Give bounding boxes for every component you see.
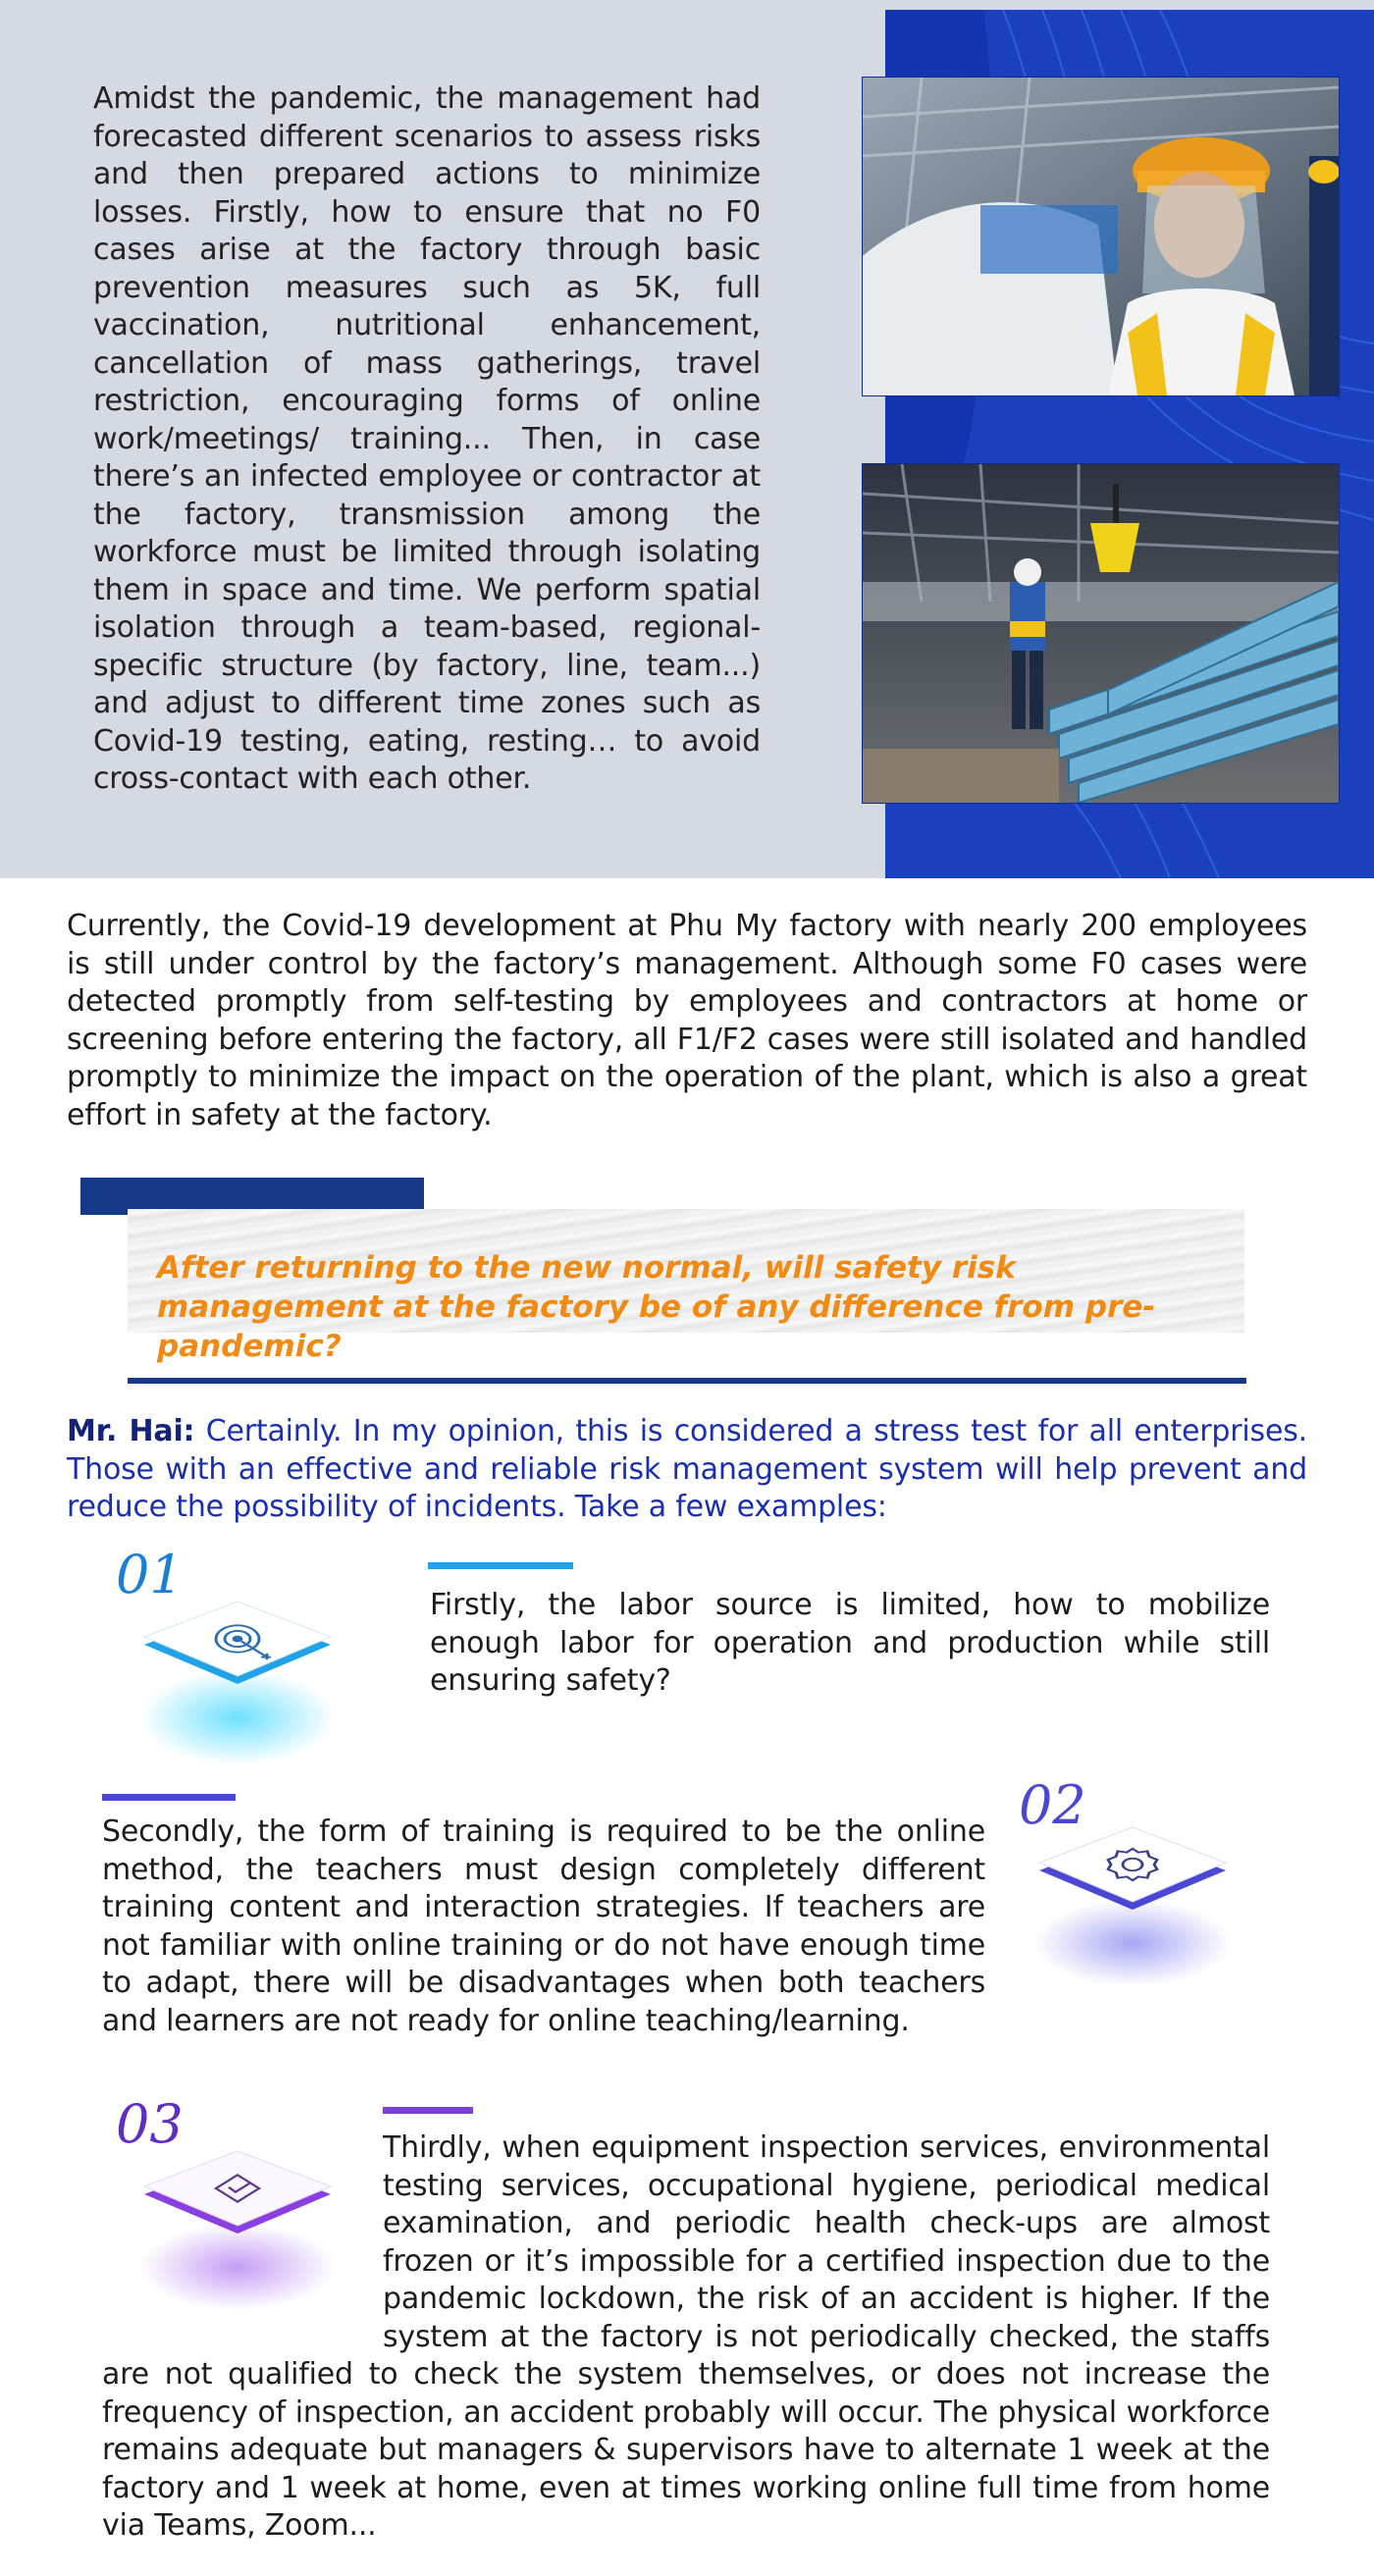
answer-paragraph xyxy=(67,1413,1307,1527)
question-text: After returning to the new normal, will safety risk management at the factory be of any difference from pre-pandemic? xyxy=(157,1250,1156,1364)
item-accent-bar-02 xyxy=(102,1794,236,1801)
factory-image xyxy=(863,464,1339,803)
speaker-label: Mr. Hai: xyxy=(67,1414,195,1448)
item-number-02: 02 xyxy=(1019,1774,1086,1836)
status-paragraph: Currently, the Covid-19 development at Phu My factory with nearly 200 employees is still under control by the factory’s management. Although some F0 cases were detected promptly from self-testing by employees and contractors at home or screening before entering the factory, all F1/F2 cases were still isolated and handled promptly to minimize the impact on the operation of the plant, which is also a great effort in safety at the factory. xyxy=(67,909,1307,1132)
item-number-01: 01 xyxy=(116,1544,184,1605)
target-icon xyxy=(130,1570,345,1766)
question-underline xyxy=(128,1378,1246,1384)
worker-image xyxy=(863,78,1339,395)
gear-icon xyxy=(1025,1796,1241,1992)
item-accent-bar-01 xyxy=(428,1562,573,1569)
worker-photo xyxy=(862,77,1340,396)
icon-float-spacer xyxy=(102,2129,383,2338)
item-text-03-body: Thirdly, when equipment inspection services, environmental testing services, occupational hygiene, periodical medical examination, and periodic health check-ups are almost frozen or it’s impossible for a certified inspection due to the pandemic lockdown, the risk of an accident is higher. If the system at the factory is not periodically checked, the staffs are not qualified to check the system themselves, or does not increase the frequency of inspection, an accident probably will occur. The physical workforce remains adequate but managers & supervisors have to alternate 1 week at the factory and 1 week at home, even at times working online full time from home via Teams, Zoom... xyxy=(102,2130,1270,2543)
item-number-03: 03 xyxy=(116,2093,184,2155)
item-text-03 xyxy=(102,2129,1270,2546)
target-icon-tile xyxy=(130,1570,345,1766)
gear-icon-tile xyxy=(1025,1796,1241,1992)
item-accent-bar-03 xyxy=(383,2107,473,2114)
answer-body: Certainly. In my opinion, this is considered a stress test for all enterprises. Those with an effective and reliable risk management system will help prevent and reduce the possibility of incidents. Take a few examples: xyxy=(67,1414,1307,1524)
item-text-01: Firstly, the labor source is limited, how to mobilize enough labor for operation and production while still ensuring safety? xyxy=(430,1588,1270,1698)
item-text-02: Secondly, the form of training is required to be the online method, the teachers must design completely different training content and interaction strategies. If teachers are not familiar with online training or do not have enough time to adapt, there will be disadvantages when both teachers and learners are not ready for online teaching/learning. xyxy=(102,1814,985,2038)
intro-paragraph: Amidst the pandemic, the management had forecasted different scenarios to assess risks and then prepared actions to minimize losses. Firstly, how to ensure that no F0 cases arise at the factory through basic prevention measures such as 5K, full vaccination, nutritional enhancement, cancellation of mass gatherings, travel restriction, encouraging forms of online work/meetings/ training... Then, in case there’s an infected employee or contractor at the factory, transmission among the workforce must be limited through isolating them in space and time. We perform spatial isolation through a team-based, regional-specific structure (by factory, line, team...) and adjust to different time zones such as Covid-19 testing, eating, resting… to avoid cross-contact with each other. xyxy=(93,81,761,796)
factory-photo xyxy=(862,463,1340,804)
